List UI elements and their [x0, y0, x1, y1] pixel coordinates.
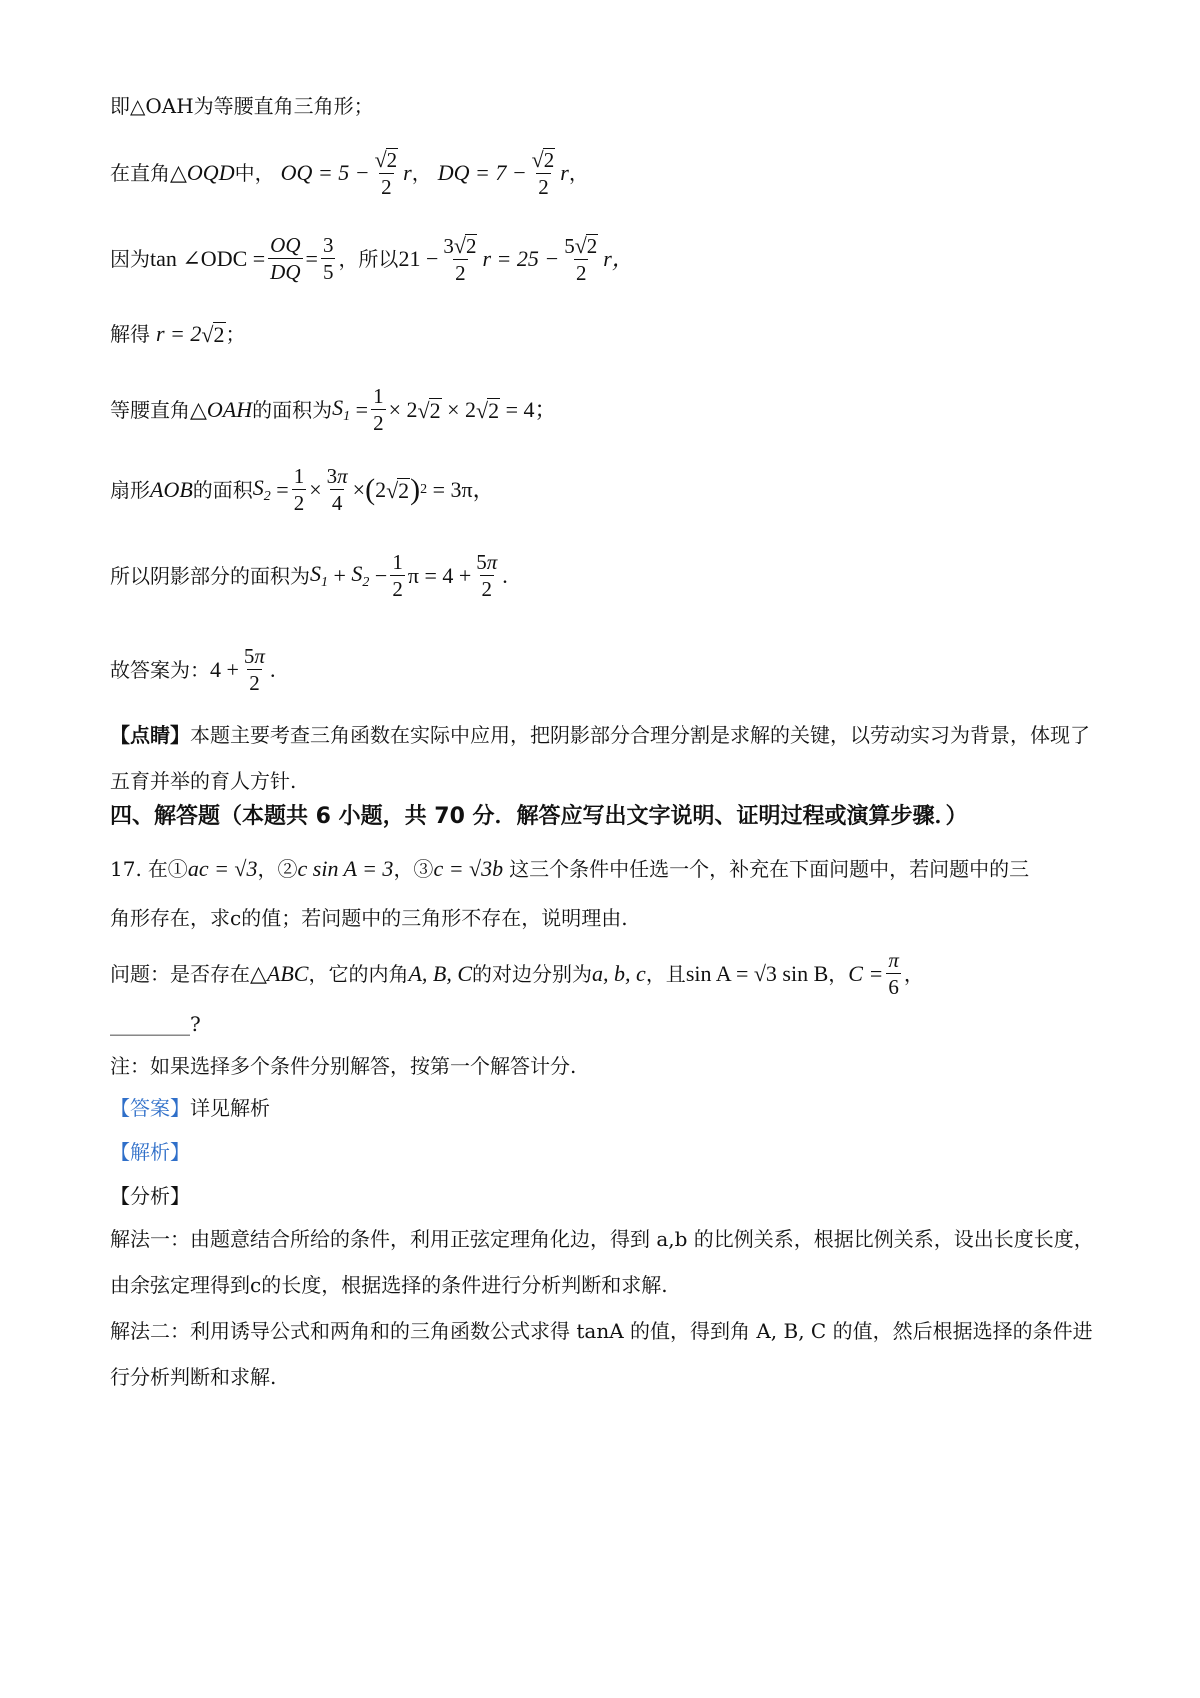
analysis-tag: 【解析】	[110, 1140, 190, 1164]
sides-abc: a, b, c	[592, 961, 646, 986]
q17-answer	[110, 1098, 270, 1118]
line-right-triangle-oqd: 在直角 △OQD 中， OQ = 5 − √ 2 2 r ， DQ = 7 − √ 2 2 r ，	[110, 147, 589, 200]
text-prefix: 等腰直角	[110, 398, 190, 422]
text-prefix: 故答案为：	[110, 658, 210, 682]
text-prefix: 解得	[110, 322, 150, 347]
answer-text: 详见解析	[190, 1096, 270, 1120]
q17-blank	[110, 1014, 201, 1034]
q17-note	[110, 1056, 576, 1076]
triangle-oqd: △OQD	[170, 160, 235, 186]
text-prefix: 在直角	[110, 161, 170, 186]
q17-text: ，②	[257, 857, 298, 881]
fraction-oq-over-dq: $\frac{OQ}{DQ}$	[270, 233, 301, 285]
eq-angle-c: C =	[848, 961, 884, 986]
dianjing-text: 本题主要考查三角函数在实际中应用，把阴影部分合理分割是求解的关键，以劳动实习为背景，体现了五育并举的育人方针.	[110, 723, 1090, 793]
text-end: ，	[568, 161, 589, 186]
q17-analysis	[110, 1142, 190, 1162]
method-two	[110, 1308, 1100, 1400]
eq-oq: OQ = 5 −	[280, 160, 370, 186]
question-number: 17.	[110, 857, 142, 881]
q17-line2	[110, 908, 628, 928]
dianjing-paragraph	[110, 712, 1100, 804]
text-oah-isosceles: 即△OAH为等腰直角三角形；	[110, 94, 374, 118]
line-shaded-area: 所以阴影部分的面积为 $S_1$ + $S_2$ − $\frac{1}{2}$ π = 4 + $\frac{5\pi}{2}$ .	[110, 550, 508, 601]
q17-text: 在①	[147, 857, 188, 881]
line-oah-isosceles	[110, 96, 374, 116]
q17-problem: 问题：是否存在 △ABC ，它的内角 A, B, C 的对边分别为 a, b, c ，且 sin A = √3 sin B ， C = $\frac{\pi}{6}$ ，	[110, 948, 924, 999]
note-text: 注：如果选择多个条件分别解答，按第一个解答计分.	[110, 1054, 577, 1078]
q17-fenxi	[110, 1186, 190, 1206]
line-area-s2: 扇形 AOB 的面积 $S_2$ = $\frac{1}{2}$ × $\frac{3\pi}{4}$ × ( 2 √ 2 ) 2 = 3π，	[110, 464, 495, 515]
eq-r-equals-25: r = 25 −	[482, 246, 560, 272]
fraction-3sqrt2-over-2: 3 √ 2 2	[443, 233, 477, 286]
angles-abc: A, B, C	[408, 961, 473, 986]
eq-s1-value: = 4；	[505, 397, 557, 422]
answer-blank: ________?	[110, 1012, 201, 1036]
fraction-5sqrt2-over-2: 5 √ 2 2	[564, 233, 598, 286]
condition-1: ac = √3	[187, 856, 258, 881]
line-solve-r: 解得 r = 2 √ 2 ；	[110, 321, 246, 348]
text-end: ；	[225, 322, 246, 347]
eq-dq: DQ = 7 −	[437, 160, 527, 186]
problem-text: ，且	[645, 962, 686, 986]
problem-text: 的对边分别为	[472, 962, 593, 986]
condition-3: c = √3b	[433, 856, 504, 881]
problem-text: ，	[903, 962, 924, 986]
q17-text: ，③	[393, 857, 434, 881]
triangle-oah: △OAH	[190, 397, 253, 422]
answer-tag: 【答案】	[110, 1096, 190, 1120]
eq-shaded-value: π = 4 +	[407, 563, 472, 588]
method-two-text: 解法二：利用诱导公式和两角和的三角函数公式求得 tanA 的值，得到角 A, B, C 的值，然后根据选择的条件进行分析判断和求解.	[110, 1319, 1093, 1389]
fraction-3-over-5: $\frac{3}{5}$	[322, 233, 334, 285]
problem-text: ，它的内角	[308, 962, 409, 986]
eq-s2-value: = 3π，	[432, 477, 495, 502]
text-mid: 的面积为	[252, 398, 333, 422]
section-heading	[110, 806, 968, 828]
line-tan-odc: 因为 tan ∠ODC = $\frac{OQ}{DQ}$ = $\frac{3}{5}$ ，所以 21 − 3 √ 2 2 r = 25 − 5 √ 2 2 r，	[110, 233, 634, 286]
eq-21-minus: 21 −	[398, 246, 439, 272]
fenxi-tag: 【分析】	[110, 1184, 190, 1208]
condition-2: c sin A = 3	[297, 856, 394, 881]
method-one-text: 解法一：由题意结合所给的条件，利用正弦定理角化边，得到 a,b 的比例关系，根据比例关系，设出长度长度，由余弦定理得到c的长度，根据选择的条件进行分析判断和求解.	[110, 1227, 1094, 1297]
eq-tan-odc: tan ∠ODC =	[150, 246, 266, 272]
text-mid: 中，	[234, 161, 275, 186]
line-area-s1: 等腰直角 △OAH 的面积为 $S_1$ = $\frac{1}{2}$ × 2 √ 2 × 2 √ 2 = 4；	[110, 384, 557, 435]
q17-text: 这三个条件中任选一个，补充在下面问题中，若问题中的三	[509, 857, 1030, 881]
sector-aob: AOB	[150, 477, 193, 502]
text-prefix: 所以阴影部分的面积为	[110, 564, 310, 588]
triangle-abc: △ABC	[250, 961, 309, 986]
text-mid: 的面积	[192, 478, 253, 502]
eq-answer: 4 +	[210, 657, 239, 682]
section-heading-text: 四、解答题（本题共 6 小题，共 70 分．解答应写出文字说明、证明过程或演算步骤．）	[110, 804, 968, 829]
text-prefix: 因为	[110, 247, 150, 272]
problem-text: ，	[828, 962, 849, 986]
text-prefix: 扇形	[110, 478, 150, 502]
q17-line1	[110, 858, 1029, 880]
problem-text: 问题：是否存在	[110, 962, 250, 986]
fraction-sqrt2-over-2: √ 2 2	[374, 147, 398, 200]
q17-text: 角形存在，求c的值；若问题中的三角形不存在，说明理由.	[110, 906, 628, 930]
line-final-answer: 故答案为： 4 + $\frac{5\pi}{2}$ .	[110, 644, 276, 695]
eq-r-end: r，	[603, 246, 634, 272]
dianjing-tag: 【点睛】	[110, 723, 190, 747]
text-sep: ，	[411, 161, 432, 186]
method-one	[110, 1216, 1100, 1308]
fraction-sqrt2-over-2: √ 2 2	[531, 147, 555, 200]
eq-r-value: r = 2	[156, 321, 202, 347]
text-mid: ，所以	[338, 247, 399, 272]
eq-sin-relation: sin A = √3 sin B	[685, 961, 829, 986]
